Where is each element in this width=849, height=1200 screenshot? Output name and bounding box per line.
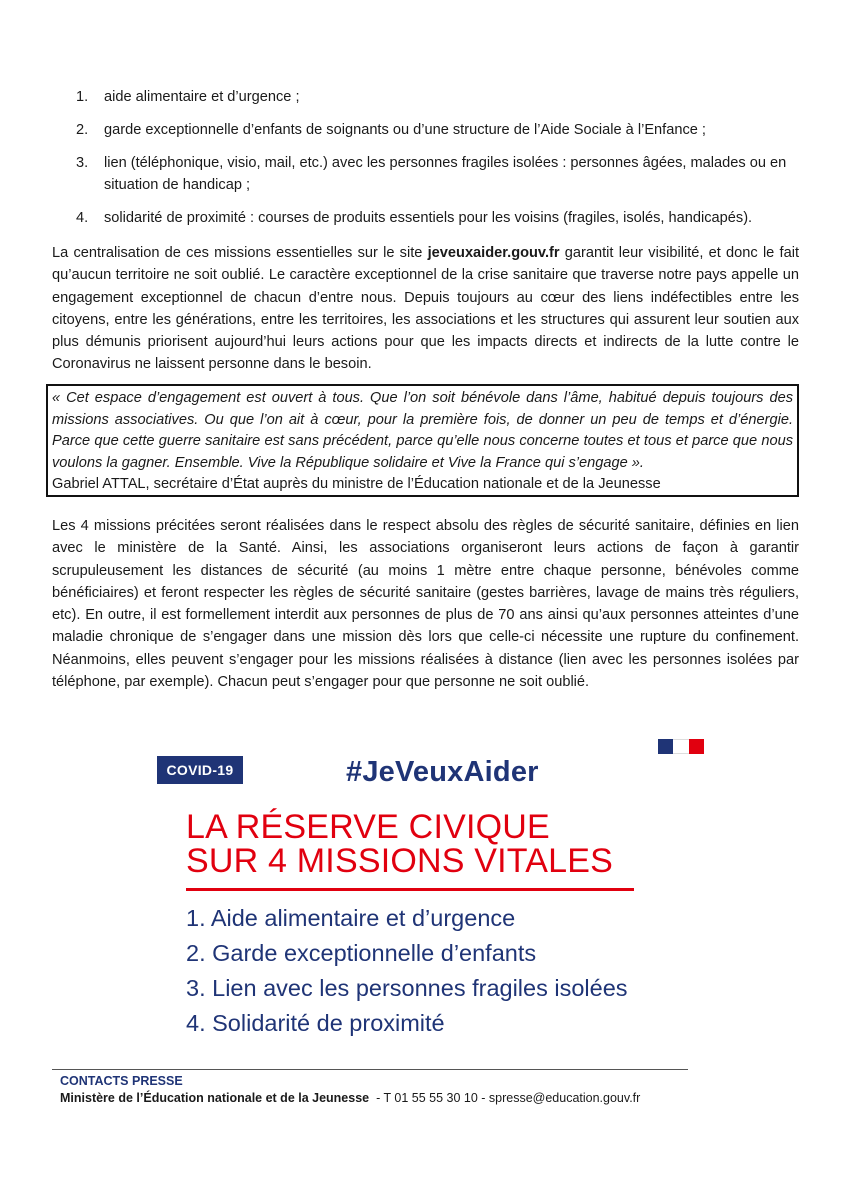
headline-divider [186, 888, 634, 891]
mission-text: lien (téléphonique, visio, mail, etc.) avec les personnes fragiles isolées : personnes âgées, malades ou en situation de handicap ; [104, 155, 787, 193]
banner-item: 1. Aide alimentaire et d’urgence [186, 905, 516, 931]
french-flag-icon [658, 739, 704, 754]
covid-badge: COVID-19 [157, 756, 243, 784]
website-name: jeveuxaider.gouv.fr [427, 245, 560, 261]
banner-item: 2. Garde exceptionnelle d’enfants [186, 940, 537, 966]
headline-line-2: SUR 4 MISSIONS VITALES [186, 842, 613, 880]
paragraph-text-end: garantit leur visibilité, et donc le fait qu’aucun territoire ne soit oublié. Le caractère exceptionnel de la crise sanitaire que traverse notre pays appelle un engagement exceptionnel de chacun d’entre nous. Depuis toujours au cœur des liens indéfectibles entre les citoyens, entre les générations, entre les territoires, les associations et les structures qui assurent leur soutien aux plus démunis priorisent aujourd’hui leurs actions pour que les impacts directs et indirects de la lutte contre le Coronavirus ne laissent personne dans le besoin. [52, 245, 799, 373]
hashtag-title: #JeVeuxAider [346, 756, 539, 788]
safety-paragraph: Les 4 missions précitées seront réalisées dans le respect absolu des règles de sécurité sanitaire, définies en lien avec le ministère de la Santé. Ainsi, les associations organiseront leurs actions de façon à garantir scrupuleusement les distances de sécurité (au moins 1 mètre entre chaque personne, bénévoles comme bénéficiaires) et feront respecter les règles de sécurité sanitaire (gestes barrières, lavage de mains très réguliers, etc). En outre, il est formellement interdit aux personnes de plus de 70 ans ainsi qu’aux personnes atteintes d’une maladie chronique de s’engager dans une mission dès lors que celle-ci nécessite une rupture du confinement. Néanmoins, elles peuvent s’engager pour les missions réalisées à distance (lien avec les personnes isolées par téléphone, par exemple). Chacun peut s’engager pour que personne ne soit oublié. [52, 518, 799, 691]
ministry-name: Ministère de l’Éducation nationale et de la Jeunesse [60, 1091, 370, 1105]
contact-details: - T 01 55 55 30 10 - spresse@education.gouv.fr [369, 1091, 641, 1105]
footer-divider [52, 1069, 688, 1070]
mission-number: 3. [76, 155, 89, 171]
mission-text: garde exceptionnelle d’enfants de soignants ou d’une structure de l’Aide Sociale à l’Enfance ; [104, 122, 706, 138]
headline-line-1: LA RÉSERVE CIVIQUE [186, 808, 550, 846]
paragraph-text-start: La centralisation de ces missions essentielles sur le site [52, 245, 428, 261]
quote-text: « Cet espace d’engagement est ouvert à tous. Que l’on soit bénévole dans l’âme, habitué depuis toujours des missions associatives. Ou que l’on ait à cœur, pour la première fois, de donner un peu de temps et d’énergie. Parce que cette guerre sanitaire est sans précédent, parce qu’elle nous concerne toutes et tous et parce que nous voulons la gagner. Ensemble. Vive la République solidaire et Vive la France qui s’engage ». [52, 390, 793, 471]
mission-item-4 [50, 207, 810, 229]
mission-item-3 [50, 152, 810, 196]
mission-text: aide alimentaire et d’urgence ; [104, 89, 300, 105]
mission-number: 2. [76, 122, 89, 138]
contacts-title: CONTACTS PRESSE [60, 1074, 183, 1088]
mission-list [50, 86, 810, 240]
contacts-line [60, 1090, 640, 1106]
quote-author: Gabriel ATTAL, secrétaire d’État auprès du ministre de l’Éducation nationale et de la Jeunesse [52, 476, 661, 493]
quote-box [46, 384, 799, 497]
mission-number: 1. [76, 89, 89, 105]
banner-mission-list [186, 901, 628, 1041]
centralisation-paragraph [52, 242, 799, 376]
mission-number: 4. [76, 210, 89, 226]
banner-headline [186, 810, 613, 878]
mission-item-1 [50, 86, 810, 108]
banner-item: 4. Solidarité de proximité [186, 1010, 445, 1036]
banner-item: 3. Lien avec les personnes fragiles isolées [186, 975, 628, 1001]
mission-item-2 [50, 119, 810, 141]
reserve-civique-banner [150, 738, 710, 1048]
mission-text: solidarité de proximité : courses de produits essentiels pour les voisins (fragiles, isolés, handicapés). [104, 210, 753, 226]
